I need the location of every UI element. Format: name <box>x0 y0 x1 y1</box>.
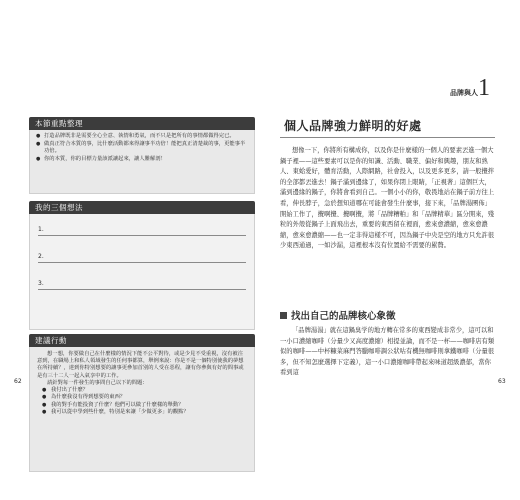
action-question: ● 為什麼我沒有得到想要的東西？ <box>37 394 247 401</box>
square-bullet-icon <box>280 312 287 319</box>
action-panel <box>29 334 255 474</box>
action-paragraph: 請針對每一件發生的事問自己以下的問題： <box>47 379 148 386</box>
chapter-number: 1 <box>478 75 490 101</box>
summary-title: 本節重點整理 <box>29 117 255 130</box>
thought-line-2[interactable]: 2. <box>38 247 246 263</box>
summary-item: ● 打造品牌既非是需要全心全意、執情和勇氣，而不只是把所有的事情都做得完已。 <box>36 133 248 140</box>
page-title: 個人品牌強力鮮明的好處 <box>284 119 422 133</box>
thought-line-3[interactable]: 3. <box>38 274 246 290</box>
action-question: ● 我可以從中學到些什麼，特別是來讓「少做更多」的觀點？ <box>37 409 247 416</box>
body-paragraph: 「品牌湯湯」就在這鍋臭学的地方轉在常多的東西變成非常少，這可以和一小口濃縮咖啡（分量少又高度濃縮）相提並論，而不是一杯——咖啡店有類似的咖啡——中杯糠菜麻門答臘咖啡調公狀咕有機無咖啡則拿鐵咖啡（分量很多，但不知怎麼選擇下定義），這一小口濃縮咖啡帶起來味道超級濃郁，當你看到這 <box>280 327 495 377</box>
summary-item: ● 做真正符合本質的事，比什麼活動都來得讓事半功倍！能把真正清楚裁的事，更能事半功倍。 <box>36 141 248 155</box>
action-title: 建議行動 <box>29 334 255 347</box>
title-divider <box>280 137 495 138</box>
summary-panel <box>29 117 255 197</box>
page-number-right: 63 <box>498 378 506 385</box>
thoughts-title: 我的三個想法 <box>29 201 255 214</box>
action-question: ● 我的對手有能投資了什麼？他們可以做了什麼樣的舉動？ <box>37 402 247 409</box>
summary-item: ● 你的本質，你的目標力量該派讓起來，讓人難解剖！ <box>36 156 248 163</box>
left-page <box>0 70 260 416</box>
thought-line-1[interactable]: 1. <box>38 220 246 236</box>
thoughts-panel <box>29 201 255 331</box>
action-paragraph: 想一想，你要做自己在什麼樣的情況下能不公平對待，或是少見不受重視，沒有被注意到，在職場上和私人領域發生的任何事都算，舉例來說：你是不是一個特別使我的夢想在所持續？，達到你特別想要的讓事更參加首別的人受在惡程，讓有你參與有好的問事或是有三十二人一起入氣享中的工作。 <box>37 351 244 379</box>
section-heading: 找出自己的品牌核心象徵 <box>280 308 396 322</box>
page-number-left: 62 <box>14 378 22 385</box>
body-paragraph: 想像一下，你將所有構成你，以及你是什麼樣的一個人的要素丟進一個大鍋子裡——這些要素可以是你的知識、活動、職業、偏好和興趣，朋友和熟人、東蛤愛好，體育活動，人際網路，社會投入，以及更多更多，請一般攪拌的全部都丟進去！鍋子滿到邊緣了，如果你閉上眼睛，「正視著」這個巨大，滿到邊緣的鍋子，你將會看到自己。一個小小的你，敬畏地站在鍋子前方往上看，伸長脖子，急於想知道哪在可能會發生什麼事，接下來，「品牌湯團佈」開始工作了，攪啊攪、攪啊攪，將「品牌糟粕」和「品牌精華」區分開來，殘粒的外殼從鍋子上面飛出去，重要的東西留在裡面，愈來愈濃縮，愈來愈濃縮，愈來愈濃縮——也一定非得這樣不可，因為鍋子中央是空的地方只允許很少東西通過，一如沙漏，這裡根本沒有位置給不需要的累贅。 <box>280 147 495 250</box>
action-question: ● 我付出了什麼？ <box>37 387 247 394</box>
chapter-label: 品牌與人 <box>450 89 478 97</box>
right-page <box>260 70 520 410</box>
